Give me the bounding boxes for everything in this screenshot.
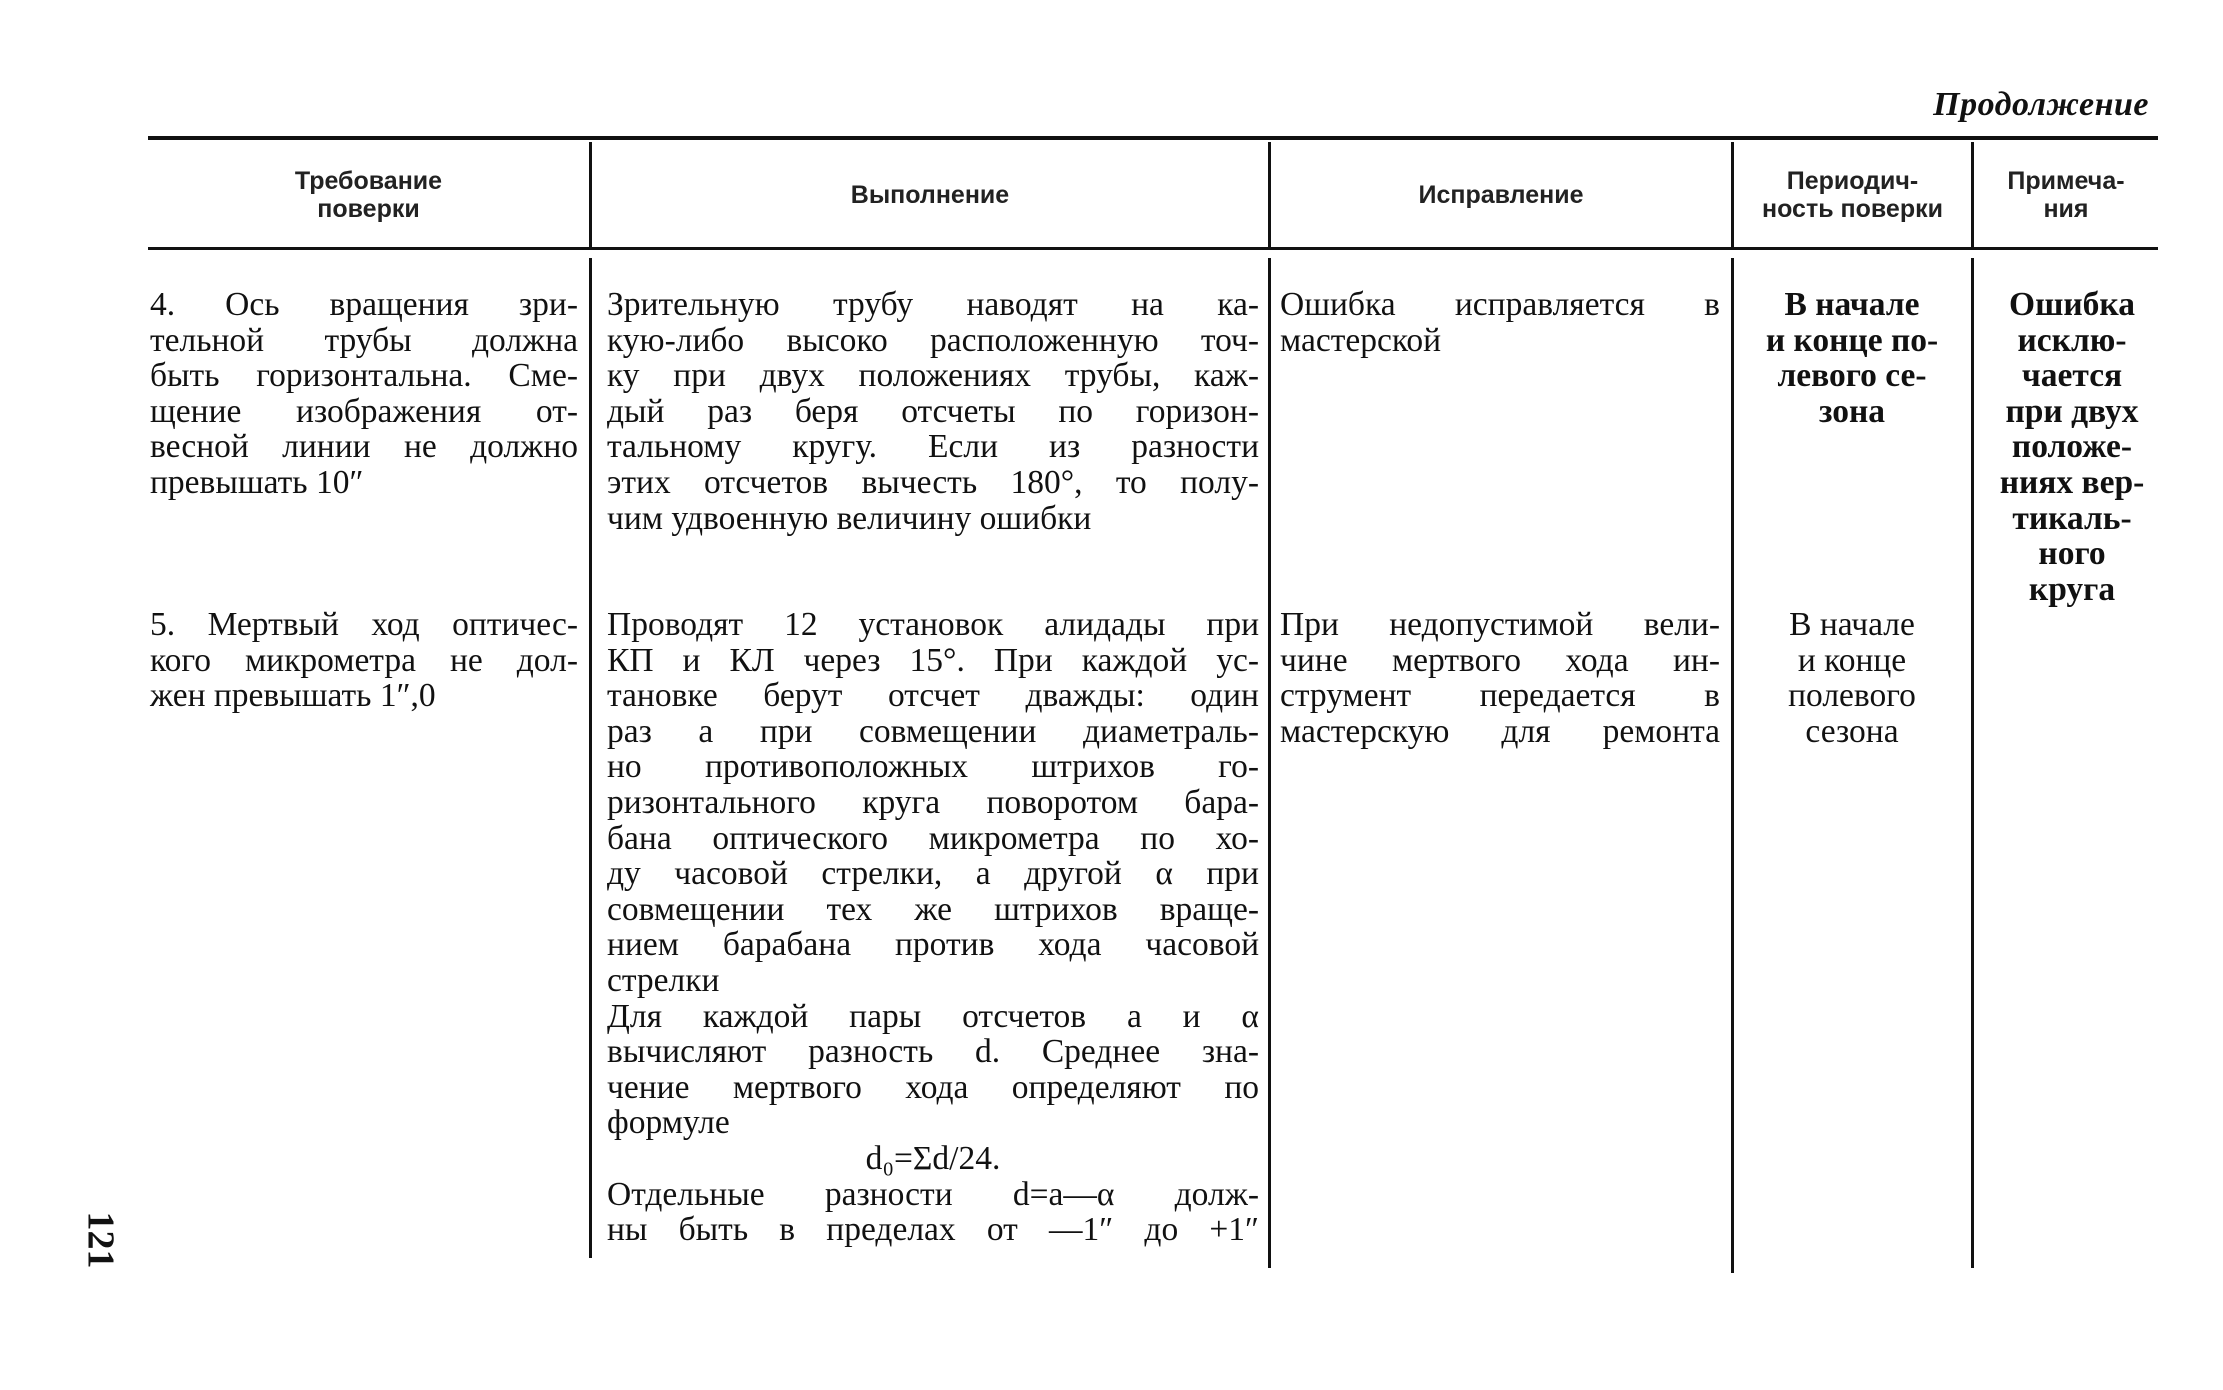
row-5-correction: При недопустимой вели- чине мертвого хода ин- струмент передается в мастерскую для ремонта: [1280, 606, 1720, 750]
header-correction: Исправление: [1418, 181, 1584, 209]
row-4-correction: Ошибка исправляется в мастерской: [1280, 286, 1720, 359]
continuation-label: Продолжение: [1933, 86, 2149, 123]
header-execution: Выполнение: [850, 181, 1010, 209]
header-notes: Примеча- ния: [2007, 167, 2125, 223]
row-4-requirement: 4. Ось вращения зри- тельной трубы должна быть горизонтальна. Сме- щение изображения от- весной линии не должно превышать 10″: [150, 286, 578, 501]
row-5-periodicity: В начале и конце полевого сезона: [1788, 606, 1916, 750]
row-5-requirement: 5. Мертвый ход оптичес- кого микрометра не дол- жен превышать 1″,0: [150, 606, 578, 715]
col-divider-2: [1268, 258, 1271, 1268]
row-4-periodicity: В начале и конце по- левого се- зона: [1765, 286, 1939, 430]
col-divider-1: [589, 258, 592, 1258]
table-header-rule: [148, 247, 2158, 250]
page-number: 121: [79, 1211, 122, 1269]
header-periodicity: Периодич- ность поверки: [1762, 167, 1943, 223]
header-requirement: Требование поверки: [294, 167, 443, 223]
row-4-notes: Ошибка исклю- чается при двух положе- ниях вер- тикаль- ного круга: [1999, 286, 2145, 608]
dead-travel-formula: d₀=Σd/24.: [865, 1139, 1001, 1177]
table-top-rule: [148, 136, 2158, 140]
col-divider-3: [1731, 258, 1734, 1273]
row-5-execution: Проводят 12 установок алидады при КП и КЛ через 15°. При каждой ус- тановке берут отсчет дважды: один раз а при совмещении диаметраль- но противоположных штрихов го- ризонтального круга поворотом бара- бана оптического микрометра по хо- ду часовой стрелки, а другой α при совмещении тех же штрихов враще- нием барабана против хода часовой стрелки Для каждой пары отсчетов а и α вычисляют разность d. Среднее зна- чение мертвого хода определяют по формуле d₀=Σd/24. Отдельные разности d=a—α долж- ны быть в пределах от —1″ до +1″: [607, 606, 1259, 1249]
row-4-execution: Зрительную трубу наводят на ка- кую-либо высоко расположенную точ- ку при двух положениях трубы, каж- дый раз беря отсчеты по горизон- тальному кругу. Если из разности этих отсчетов вычесть 180°, то полу- чим удвоенную величину ошибки: [607, 286, 1259, 537]
